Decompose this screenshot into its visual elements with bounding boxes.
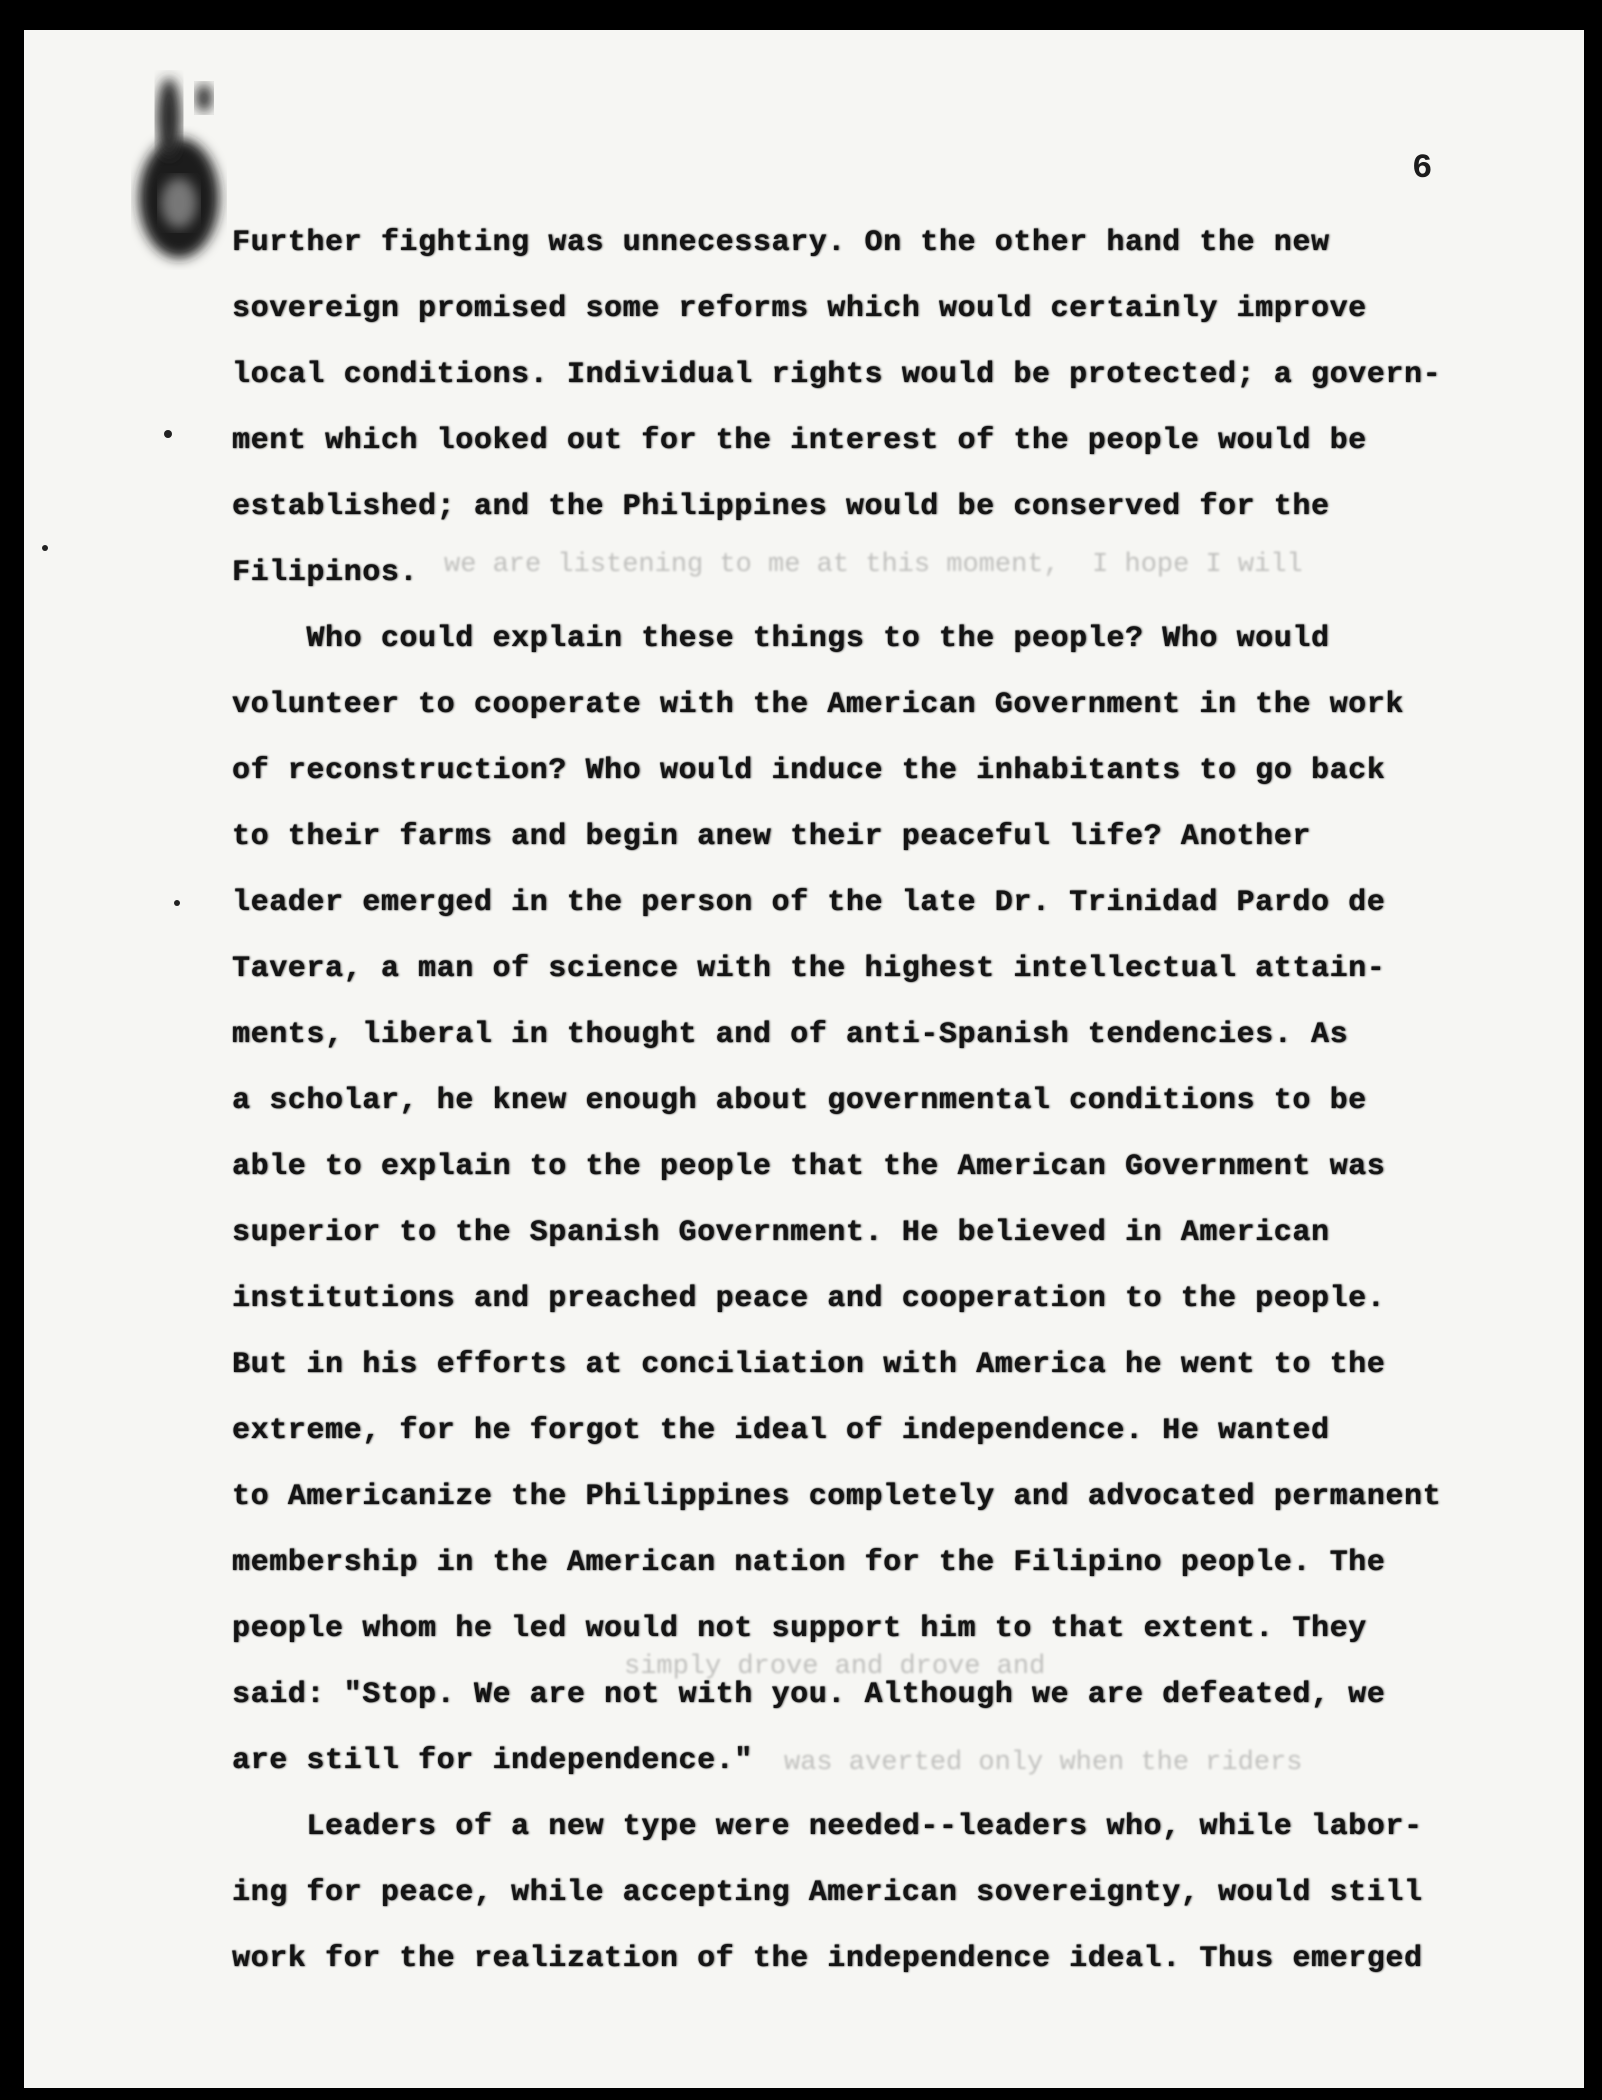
text-line: work for the realization of the independence ideal. Thus emerged <box>232 1942 1423 1976</box>
text-line: Leaders of a new type were needed--leaders who, while labor- <box>232 1810 1423 1844</box>
text-line: Tavera, a man of science with the highest intellectual attain- <box>232 952 1386 986</box>
text-line: Filipinos. <box>232 556 419 590</box>
text-line: leader emerged in the person of the late Dr. Trinidad Pardo de <box>232 886 1386 920</box>
text-line: to their farms and begin anew their peaceful life? Another <box>232 820 1311 854</box>
text-line: institutions and preached peace and cooperation to the people. <box>232 1282 1386 1316</box>
text-line: sovereign promised some reforms which would certainly improve <box>232 292 1367 326</box>
text-line: said: "Stop. We are not with you. Although we are defeated, we <box>232 1678 1386 1712</box>
ink-speck <box>174 900 180 906</box>
ink-blot <box>124 48 234 278</box>
text-line: people whom he led would not support him to that extent. They <box>232 1612 1367 1646</box>
bleed-through-text: simply drove and drove and <box>624 1652 1046 1682</box>
ink-speck <box>164 430 172 438</box>
bleed-through-text: was averted only when the riders <box>784 1748 1303 1778</box>
text-line: a scholar, he knew enough about governmental conditions to be <box>232 1084 1367 1118</box>
text-line: ing for peace, while accepting American sovereignty, would still <box>232 1876 1423 1910</box>
text-line: superior to the Spanish Government. He believed in American <box>232 1216 1330 1250</box>
text-line: Who could explain these things to the people? Who would <box>232 622 1330 656</box>
text-line: volunteer to cooperate with the American Government in the work <box>232 688 1404 722</box>
body-text <box>232 210 1532 1992</box>
text-line: local conditions. Individual rights would be protected; a govern- <box>232 358 1442 392</box>
text-line: Further fighting was unnecessary. On the other hand the new <box>232 226 1330 260</box>
text-line: are still for independence." <box>232 1744 753 1778</box>
text-line: ment which looked out for the interest of the people would be <box>232 424 1367 458</box>
text-line: extreme, for he forgot the ideal of independence. He wanted <box>232 1414 1330 1448</box>
text-line: established; and the Philippines would be conserved for the <box>232 490 1330 524</box>
document-page <box>24 30 1584 2088</box>
text-line: of reconstruction? Who would induce the inhabitants to go back <box>232 754 1386 788</box>
text-line: to Americanize the Philippines completely and advocated permanent <box>232 1480 1442 1514</box>
bleed-through-text: we are listening to me at this moment, I hope I will <box>444 550 1303 580</box>
text-line: membership in the American nation for the Filipino people. The <box>232 1546 1386 1580</box>
text-line: But in his efforts at conciliation with America he went to the <box>232 1348 1386 1382</box>
text-line: ments, liberal in thought and of anti-Spanish tendencies. As <box>232 1018 1349 1052</box>
page-number: 6 <box>1412 150 1433 188</box>
ink-speck <box>42 545 48 551</box>
text-line: able to explain to the people that the American Government was <box>232 1150 1386 1184</box>
